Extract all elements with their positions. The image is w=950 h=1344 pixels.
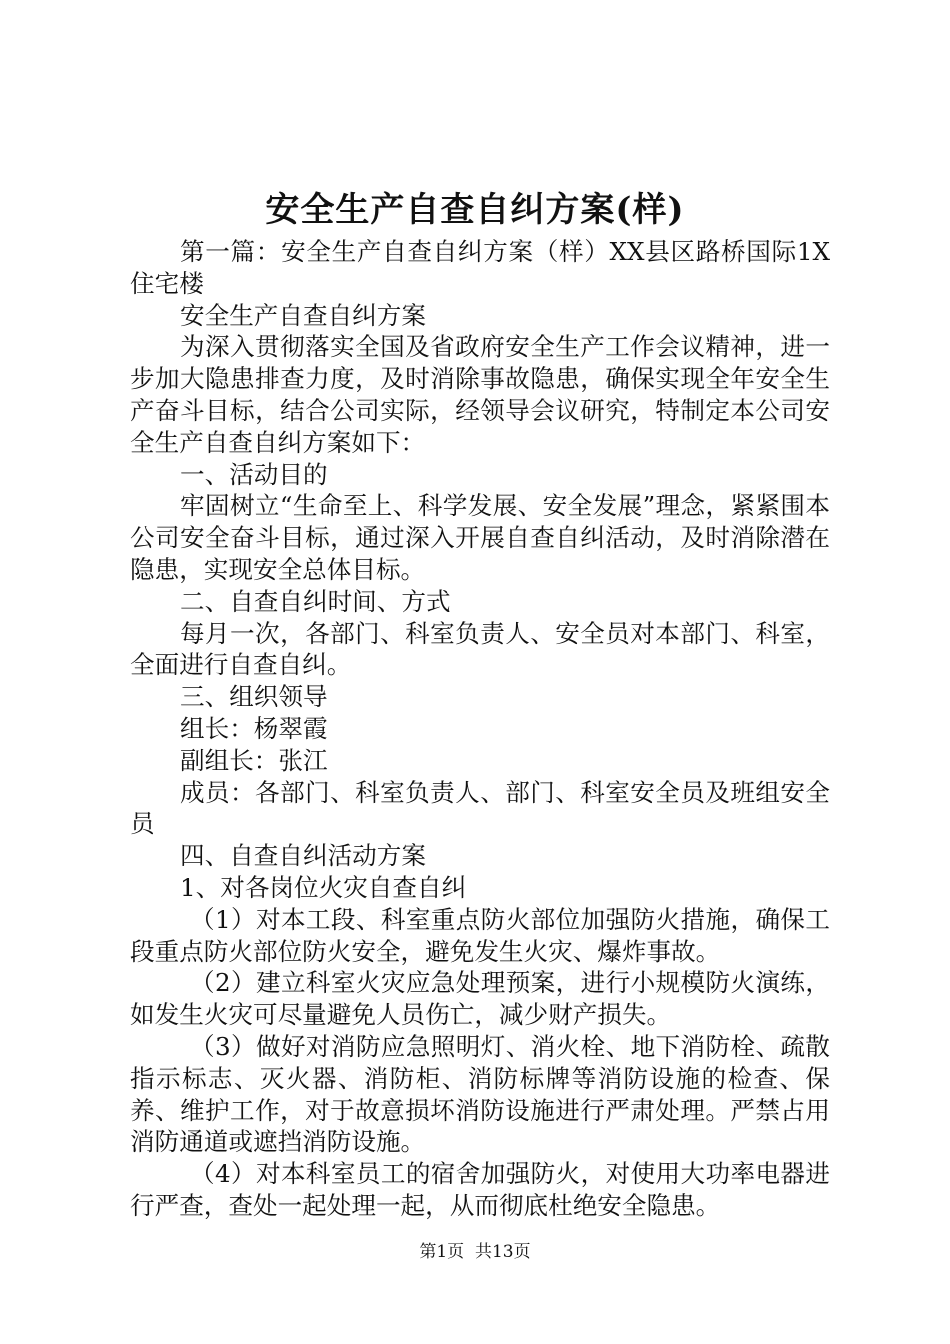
list-item-fire-2: （2）建立科室火灾应急处理预案，进行小规模防火演练，如发生火灾可尽量避免人员伤亡，减少财产损失。 (130, 968, 830, 1030)
paragraph-time-method: 每月一次，各部门、科室负责人、安全员对本部门、科室，全面进行自查自纠。 (130, 618, 830, 680)
paragraph-heading-first-part: 第一篇：安全生产自查自纠方案（样）XX县区路桥国际1X住宅楼 (130, 237, 830, 298)
paragraph-members: 成员：各部门、科室负责人、部门、科室安全员及班组安全员 (130, 777, 830, 839)
paragraph-introduction: 为深入贯彻落实全国及省政府安全生产工作会议精神，进一步加大隐患排查力度，及时消除事故隐患，确保实现全年安全生产奋斗目标，结合公司实际，经领导会议研究，特制定本公司安全生产自查自纠方案如下： (130, 332, 830, 457)
paragraph-purpose: 牢固树立“生命至上、科学发展、安全发展”理念，紧紧围本公司安全奋斗目标，通过深入开展自查自纠活动，及时消除潜在隐患，实现安全总体目标。 (130, 491, 830, 584)
page-number-footer: 第1页 共13页 (419, 1242, 531, 1262)
document-title: 安全生产自查自纠方案(样) (265, 190, 685, 230)
list-item-fire-3: （3）做好对消防应急照明灯、消火栓、地下消防栓、疏散指示标志、灭火器、消防柜、消防标牌等消防设施的检查、保养、维护工作，对于故意损坏消防设施进行严肃处理。严禁占用消防通道或遮挡消防设施。 (130, 1031, 830, 1157)
section-heading-leadership: 三、组织领导 (180, 682, 328, 712)
subsection-heading-fire-check: 1、对各岗位火灾自查自纠 (180, 872, 467, 902)
section-heading-activity-plan: 四、自查自纠活动方案 (180, 841, 426, 871)
list-item-fire-1: （1）对本工段、科室重点防火部位加强防火措施，确保工段重点防火部位防火安全，避免发生火灾、爆炸事故。 (130, 904, 830, 966)
document-body (130, 236, 830, 1222)
paragraph-plan-title: 安全生产自查自纠方案 (180, 300, 426, 330)
section-heading-time-method: 二、自查自纠时间、方式 (180, 586, 451, 616)
section-heading-purpose: 一、活动目的 (180, 459, 328, 489)
paragraph-team-leader: 组长：杨翠霞 (180, 713, 328, 743)
list-item-fire-4: （4）对本科室员工的宿舍加强防火，对使用大功率电器进行严查，查处一起处理一起，从而彻底杜绝安全隐患。 (130, 1159, 830, 1220)
paragraph-deputy-leader: 副组长：张江 (180, 745, 328, 775)
